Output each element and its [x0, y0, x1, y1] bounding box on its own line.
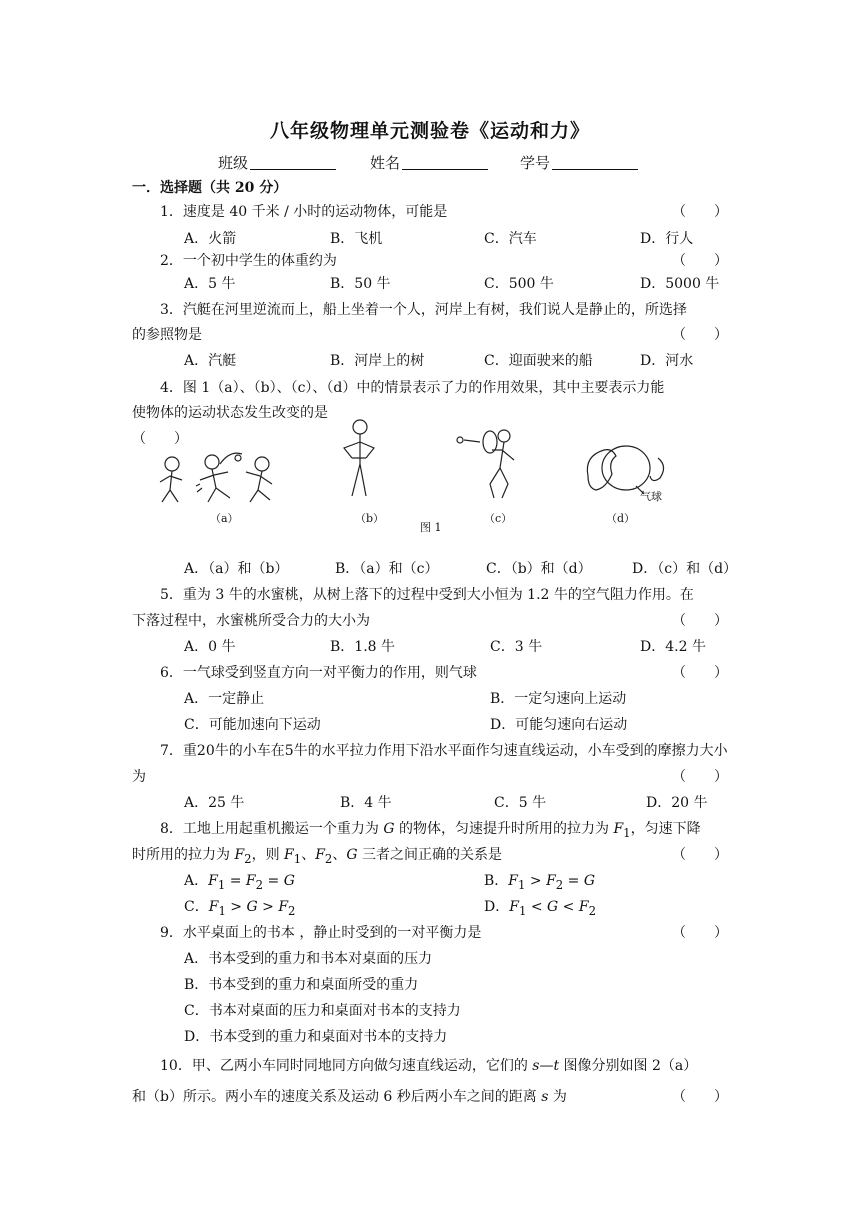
- q2-option-c: C．500 牛: [484, 276, 554, 292]
- q8-option-d: D．$F_1 < G < F_2$: [484, 899, 596, 918]
- figure-b-stretch-illustration: [330, 418, 390, 500]
- q6-option-d: D．可能匀速向右运动: [490, 717, 628, 733]
- q5-stem-line2: 下落过程中，水蜜桃所受合力的大小为: [132, 613, 370, 629]
- q9-option-b: B．书本受到的重力和桌面所受的重力: [184, 977, 419, 993]
- name-blank[interactable]: [402, 154, 488, 170]
- q1-option-c: C．汽车: [484, 231, 537, 247]
- q5-option-b: B．1.8 牛: [330, 639, 396, 655]
- q8-var-f: F: [315, 847, 325, 863]
- q4-stem-line2: 使物体的运动状态发生改变的是: [132, 405, 328, 421]
- q8-text: 8．工地上用起重机搬运一个重力为: [160, 821, 384, 837]
- q9-option-d: D．书本受到的重力和桌面对书本的支持力: [184, 1029, 448, 1045]
- q8-text: ，则: [251, 847, 285, 863]
- q9-option-c: C．书本对桌面的压力和桌面对书本的支持力: [184, 1003, 461, 1019]
- q8-sub: 1: [623, 825, 631, 840]
- q5-option-d: D．4.2 牛: [640, 639, 706, 655]
- q8-text: 、: [301, 847, 316, 863]
- q7-option-a: A．25 牛: [184, 795, 245, 811]
- q2-option-a: A．5 牛: [184, 276, 236, 292]
- q3-option-c: C．迎面驶来的船: [484, 353, 593, 369]
- q10-text: 图像分别如图 2（a）: [559, 1058, 698, 1074]
- q5-stem-line1: 5．重为 3 牛的水蜜桃，从树上落下的过程中受到大小恒为 1.2 牛的空气阻力作用。在: [160, 587, 694, 603]
- q8-var-g: G: [383, 821, 395, 837]
- q2-stem: 2．一个初中学生的体重约为: [160, 253, 337, 269]
- q8-stem-line1: [160, 818, 701, 840]
- class-field: [218, 152, 336, 173]
- q8-sub: 2: [324, 851, 333, 866]
- id-label: 学号: [520, 154, 551, 172]
- balloon-label: 气球: [640, 490, 662, 503]
- q1-option-d: D．行人: [640, 231, 694, 247]
- q9-answer-paren[interactable]: （ ）: [672, 925, 728, 941]
- q4-answer-paren[interactable]: （ ）: [132, 431, 188, 447]
- q8-text: 时所用的拉力为: [132, 847, 235, 863]
- q10-stem-line1: [160, 1055, 697, 1075]
- q4-option-c: C．（b）和（d）: [486, 561, 592, 577]
- figure-b-caption: （b）: [355, 512, 385, 525]
- q7-stem-line1: 7．重20牛的小车在5牛的水平拉力作用下沿水平面作匀速直线运动，小车受到的摩擦力大小: [160, 743, 728, 759]
- q7-stem-line2: 为: [132, 769, 146, 785]
- q3-stem-line2: 的参照物是: [132, 327, 202, 343]
- q7-option-d: D．20 牛: [646, 795, 708, 811]
- q1-answer-paren[interactable]: （ ）: [672, 204, 728, 220]
- q6-stem: 6．一气球受到竖直方向一对平衡力的作用，则气球: [160, 665, 477, 681]
- class-label: 班级: [218, 154, 249, 172]
- figure-c-racket-illustration: [450, 424, 530, 502]
- q10-var-s: s: [541, 1089, 549, 1105]
- page-title: 八年级物理单元测验卷《运动和力》: [269, 120, 590, 142]
- q8-var-f: F: [613, 821, 624, 837]
- q9-stem: 9．水平桌面上的书本 ，静止时受到的一对平衡力是: [160, 925, 482, 941]
- q10-var-s: s: [532, 1058, 540, 1074]
- figure-d-caption: （d）: [606, 512, 636, 525]
- q7-option-c: C．5 牛: [494, 795, 547, 811]
- q10-text: —: [539, 1058, 554, 1074]
- q10-text: 和（b）所示。两小车的速度关系及运动 6 秒后两小车之间的距离: [132, 1089, 542, 1105]
- q5-option-a: A．0 牛: [184, 639, 236, 655]
- q8-sub: 1: [293, 851, 302, 866]
- q3-option-b: B．河岸上的树: [330, 353, 425, 369]
- q10-var-t: t: [553, 1058, 560, 1074]
- section-heading: 一．选择题（共 20 分）: [132, 180, 288, 196]
- q8-text: ，匀速下降: [630, 821, 701, 837]
- q10-text: 为: [548, 1089, 567, 1105]
- id-field: [520, 152, 638, 173]
- q3-stem-line1: 3．汽艇在河里逆流而上，船上坐着一个人，河岸上有树，我们说人是静止的，所选择: [160, 302, 687, 318]
- q8-stem-line2: [132, 844, 502, 866]
- id-blank[interactable]: [552, 154, 638, 170]
- class-blank[interactable]: [250, 154, 336, 170]
- q7-answer-paren[interactable]: （ ）: [672, 769, 728, 785]
- q3-answer-paren[interactable]: （ ）: [672, 327, 728, 343]
- q8-sub: 2: [244, 851, 252, 866]
- q8-text: 的物体，匀速提升时所用的拉力为: [394, 821, 614, 837]
- figure-c-caption: （c）: [484, 512, 513, 525]
- q10-answer-paren[interactable]: （ ）: [672, 1089, 728, 1105]
- q4-option-b: B．（a）和（c）: [335, 561, 439, 577]
- q3-option-d: D．河水: [640, 353, 694, 369]
- figure-1-label: 图 1: [420, 521, 442, 534]
- q5-option-c: C．3 牛: [490, 639, 543, 655]
- q4-option-d: D．（c）和（d）: [632, 561, 738, 577]
- q8-var-g: G: [346, 847, 358, 863]
- figure-a-caption: （a）: [210, 512, 239, 525]
- q8-option-b: B．$F_1 > F_2 = G$: [484, 873, 596, 892]
- q2-option-b: B．50 牛: [330, 276, 391, 292]
- q8-text: 、: [332, 847, 347, 863]
- q3-option-a: A．汽艇: [184, 353, 237, 369]
- q6-option-c: C．可能加速向下运动: [184, 717, 321, 733]
- q8-var-f: F: [234, 847, 245, 863]
- q2-answer-paren[interactable]: （ ）: [672, 253, 728, 269]
- q10-text: 10．甲、乙两小车同时同地同方向做匀速直线运动，它们的: [160, 1058, 533, 1074]
- q8-answer-paren[interactable]: （ ）: [672, 847, 728, 863]
- q6-answer-paren[interactable]: （ ）: [672, 665, 728, 681]
- q2-option-d: D．5000 牛: [640, 276, 720, 292]
- q8-option-a: A．$F_1 = F_2 = G$: [184, 873, 295, 892]
- q5-answer-paren[interactable]: （ ）: [672, 613, 728, 629]
- q1-option-b: B．飞机: [330, 231, 383, 247]
- q1-option-a: A．火箭: [184, 231, 237, 247]
- q1-stem: 1．速度是 40 千米 / 小时的运动物体，可能是: [160, 204, 448, 220]
- name-label: 姓名: [370, 154, 401, 172]
- q8-text: 三者之间正确的关系是: [357, 847, 502, 863]
- q4-option-a: A．（a）和（b）: [184, 561, 289, 577]
- q6-option-b: B．一定匀速向上运动: [490, 691, 627, 707]
- name-field: [370, 152, 488, 173]
- q7-option-b: B．4 牛: [340, 795, 392, 811]
- q8-option-c: C．$F_1 > G > F_2$: [184, 899, 296, 918]
- q4-stem-line1: 4．图 1（a）、（b）、（c）、（d）中的情景表示了力的作用效果，其中主要表示力能: [160, 380, 665, 396]
- q10-stem-line2: [132, 1086, 567, 1106]
- q9-option-a: A．书本受到的重力和书本对桌面的压力: [184, 951, 433, 967]
- q6-option-a: A．一定静止: [184, 691, 265, 707]
- figure-a-kick-illustration: [150, 442, 290, 512]
- q8-var-f: F: [284, 847, 294, 863]
